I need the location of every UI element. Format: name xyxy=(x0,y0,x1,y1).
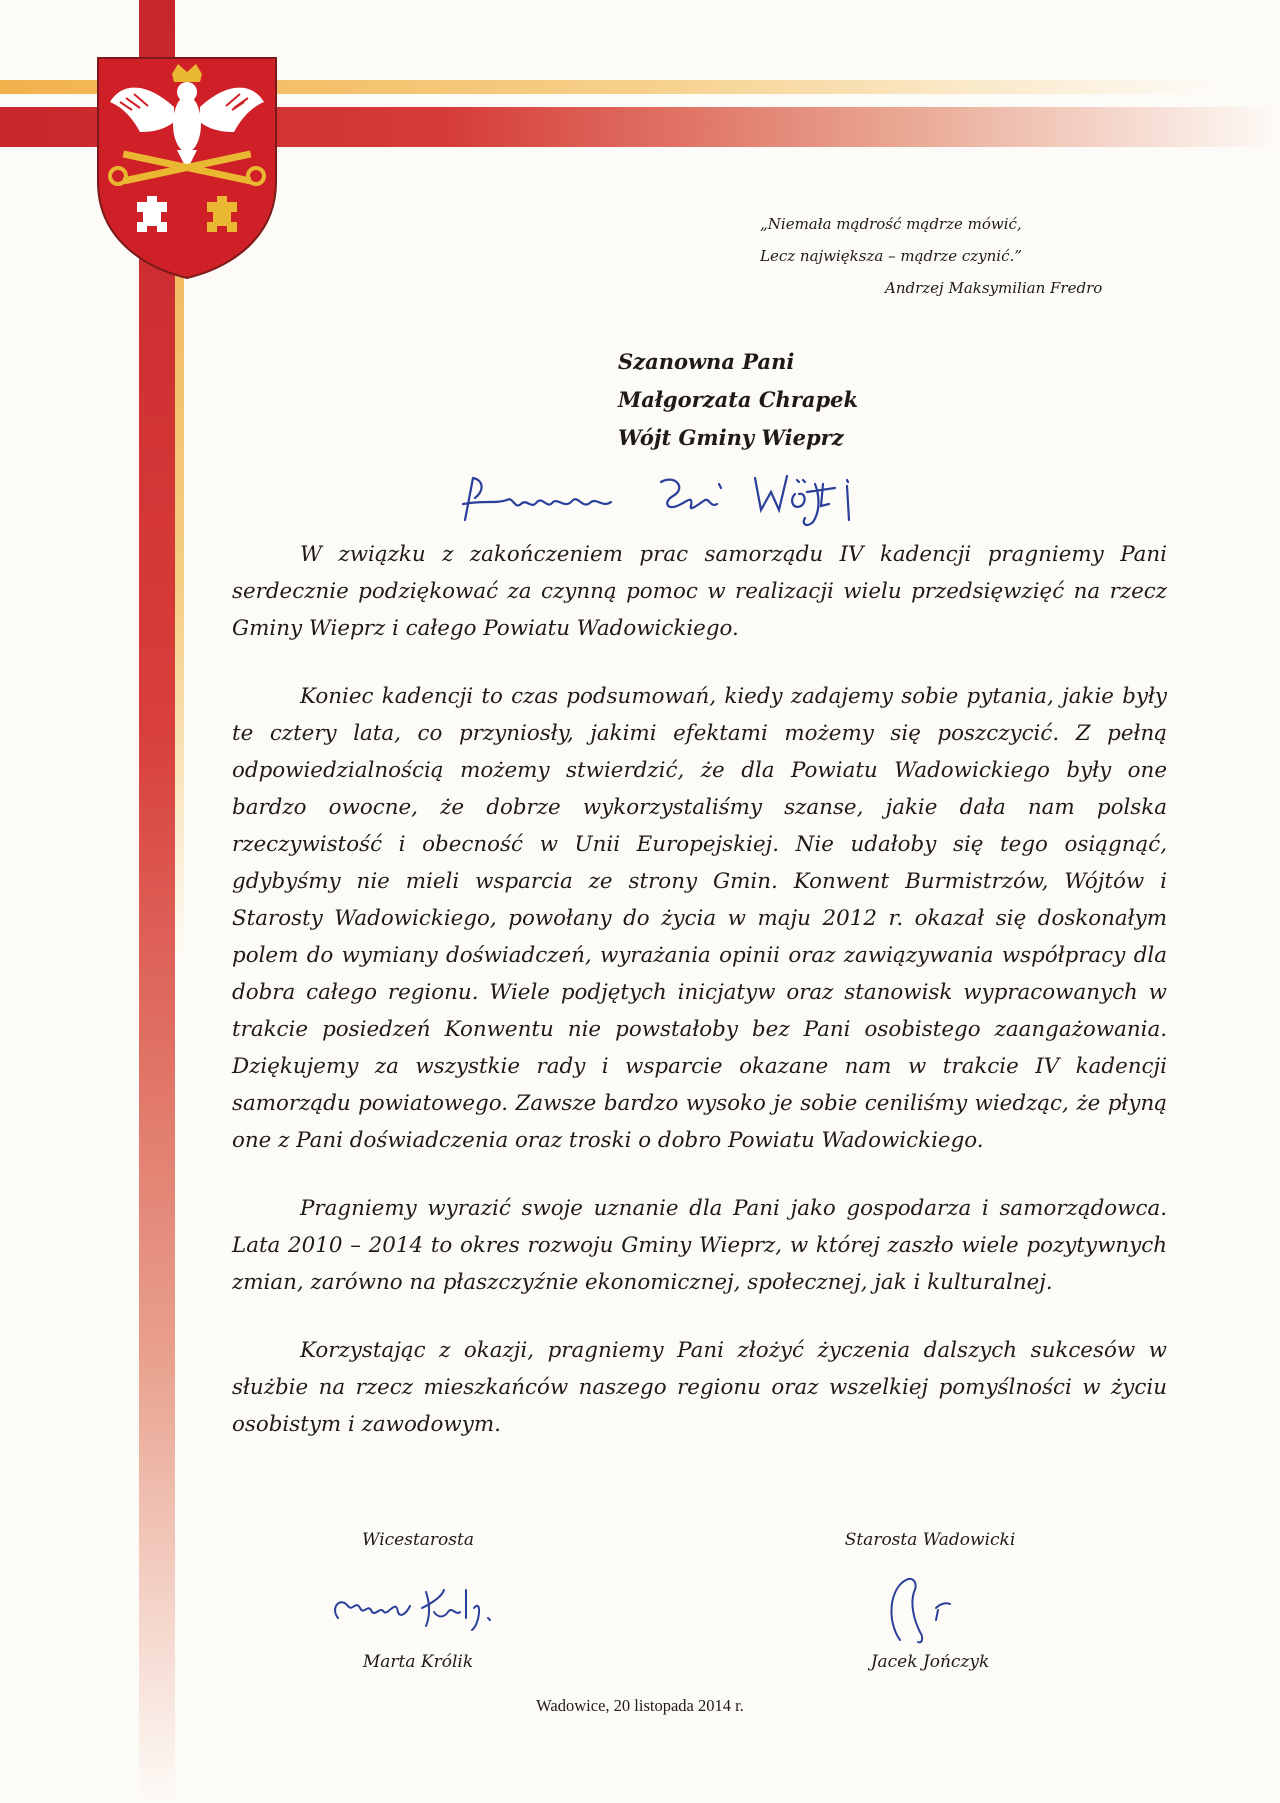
body-paragraph-2: Koniec kadencji to czas podsumowań, kiedy zadajemy sobie pytania, jakie były te cztery lata, co przyniosły, jakimi efektami możemy się poszczycić. Z pełną odpowiedzialnością możemy stwierdzić, że dla Powiatu Wadowickiego były one bardzo owocne, że dobrze wykorzystaliśmy szanse, jakie dała nam polska rzeczywistość i obecność w Unii Europejskiej. Nie udałoby się tego osiągnąć, gdybyśmy nie mieli wsparcia ze strony Gmin. Konwent Burmistrzów, Wójtów i Starosty Wadowickiego, powołany do życia w maju 2012 r. okazał się doskonałym polem do wymiany doświadczeń, wyrażania opinii oraz zawiązywania współpracy dla dobra całego regionu. Wiele podjętych inicjatyw oraz stanowisk wypracowanych w trakcie posiedzeń Konwentu nie powstałoby bez Pani osobistego zaangażowania. Dziękujemy za wszystkie rady i wsparcie okazane nam w trakcie IV kadencji samorządu powiatowego. Zawsze bardzo wysoko je sobie ceniliśmy wiedząc, że płyną one z Pani doświadczenia oraz troski o dobro Powiatu Wadowickiego. xyxy=(232,684,1167,1153)
coat-of-arms-emblem xyxy=(92,52,282,282)
handwritten-signature-right xyxy=(880,1570,1000,1650)
body-paragraph-1: W związku z zakończeniem prac samorządu IV kadencji pragniemy Pani serdecznie podziękować za czynną pomoc w realizacji wielu przedsięwzięć na rzecz Gminy Wieprz i całego Powiatu Wadowickiego. xyxy=(232,542,1167,641)
signature-block-left xyxy=(298,1530,538,1672)
addressee-salutation: Szanowna Pani xyxy=(618,349,795,374)
addressee-title: Wójt Gminy Wieprz xyxy=(618,425,844,450)
body-paragraph-3: Pragniemy wyrazić swoje uznanie dla Pani jako gospodarza i samorządowca. Lata 2010 – 2014 to okres rozwoju Gminy Wieprz, w której zaszło wiele pozytywnych zmian, zarówno na płaszczyźnie ekonomicznej, społecznej, jak i kulturalnej. xyxy=(232,1196,1167,1295)
quote-line-2: Lecz największa – mądrze czynić.” xyxy=(760,247,1022,265)
signature-block-right xyxy=(800,1530,1060,1672)
signature-name-left: Marta Królik xyxy=(362,1652,474,1672)
quote-line-1: „Niemała mądrość mądrze mówić, xyxy=(760,215,1022,233)
signature-role-right: Starosta Wadowicki xyxy=(844,1530,1016,1550)
quote-author: Andrzej Maksymilian Fredro xyxy=(885,279,1103,297)
epigraph-quote xyxy=(760,208,1120,304)
place-and-date: Wadowice, 20 listopada 2014 r. xyxy=(536,1696,744,1715)
signature-name-right: Jacek Jończyk xyxy=(870,1652,990,1672)
handwritten-greeting xyxy=(455,470,955,530)
addressee-block xyxy=(618,343,1118,457)
handwritten-signature-left xyxy=(326,1578,526,1638)
addressee-name: Małgorzata Chrapek xyxy=(618,387,859,412)
letter-body xyxy=(232,536,1167,1474)
signature-role-left: Wicestarosta xyxy=(362,1530,474,1550)
body-paragraph-4: Korzystając z okazji, pragniemy Pani złożyć życzenia dalszych sukcesów w służbie na rzecz mieszkańców naszego regionu oraz wszelkiej pomyślności w życiu osobistym i zawodowym. xyxy=(232,1338,1167,1437)
